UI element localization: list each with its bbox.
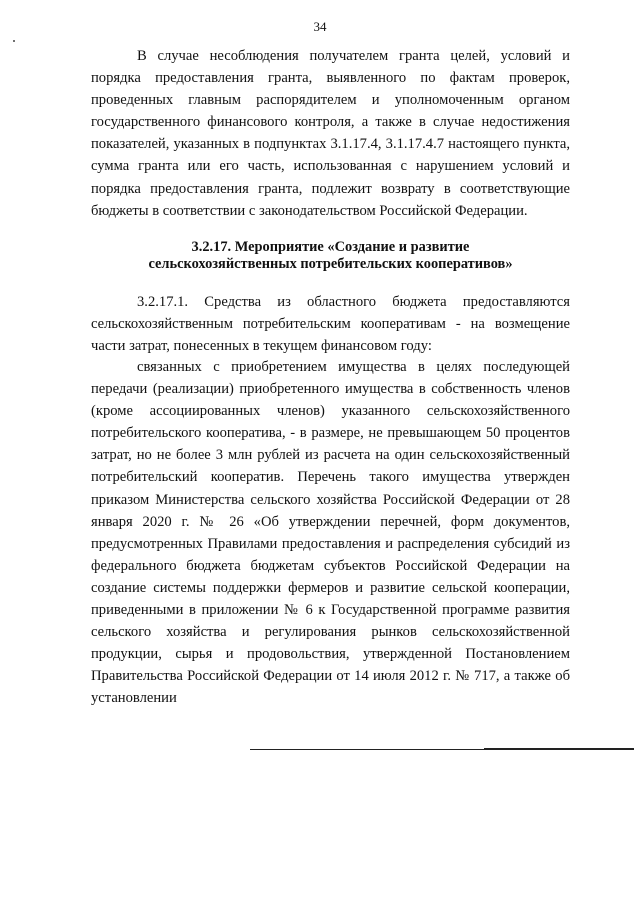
bottom-divider-line bbox=[250, 749, 634, 750]
scan-speck bbox=[13, 40, 15, 42]
section-heading bbox=[91, 239, 570, 273]
paragraph-grant-refund bbox=[91, 45, 570, 222]
paragraph-funds bbox=[91, 291, 570, 357]
paragraph-text: связанных с приобретением имущества в целях последующей передачи (реализации) приобретенного имущества в собственность членов (кроме ассоциированных членов) указанного сельскохозяйственного потребительского кооператива, - в размере, не превышающем 50 процентов затрат, но не более 3 млн рублей из расчета на один сельскохозяйственный потребительский кооператив. Перечень такого имущества утвержден приказом Министерства сельского хозяйства Российской Федерации от 28 января 2020 г. № 26 «Об утверждении перечней, форм документов, предусмотренных Правилами предоставления и распределения субсидий из федерального бюджета бюджетам субъектов Российской Федерации на создание системы поддержки фермеров и развитие сельской кооперации, приведенными в приложении № 6 к Государственной программе развития сельского хозяйства и регулирования рынков сельскохозяйственной продукции, сырья и продовольствия, утвержденной Постановлением Правительства Российской Федерации от 14 июля 2012 г. № 717, а также об установлении bbox=[91, 359, 570, 707]
paragraph-property bbox=[91, 356, 570, 710]
page-number: 34 bbox=[313, 19, 327, 34]
section-heading-line-2: сельскохозяйственных потребительских кооперативов» bbox=[148, 256, 513, 272]
paragraph-text: 3.2.17.1. Средства из областного бюджета предоставляются сельскохозяйственным потребительским кооперативам - на возмещение части затрат, понесенных в текущем финансовом году: bbox=[91, 294, 570, 355]
section-heading-line-1: 3.2.17. Мероприятие «Создание и развитие bbox=[191, 239, 470, 255]
paragraph-text: В случае несоблюдения получателем гранта целей, условий и порядка предоставления гранта, выявленного по фактам проверок, проведенных главным распорядителем и уполномоченным органом государственного финансового контроля, а также в случае недостижения показателей, указанных в подпунктах 3.1.17.4, 3.1.17.4.7 настоящего пункта, сумма гранта или его часть, использованная с нарушением условий и порядка предоставления гранта, подлежит возврату в соответствующие бюджеты в соответствии с законодательством Российской Федерации. bbox=[91, 48, 570, 219]
